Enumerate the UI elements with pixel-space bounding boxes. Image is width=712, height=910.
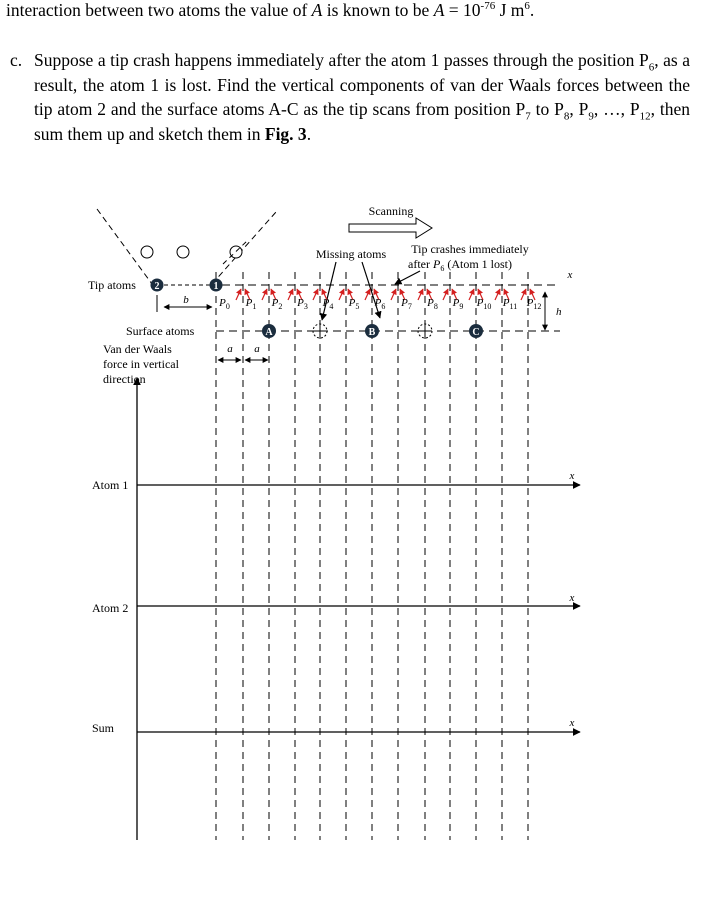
position-labels	[218, 297, 541, 311]
row-atom1-label: Atom 1	[92, 478, 129, 492]
force-arrow	[443, 289, 448, 300]
tip-atoms-label: Tip atoms	[88, 278, 136, 292]
svg-text:1: 1	[213, 281, 219, 292]
svg-text:B: B	[368, 327, 376, 338]
tip-crash-label-2: after $P_6$ (Atom 1 lost)	[408, 257, 512, 273]
vdw-label-2: force in vertical	[103, 357, 179, 371]
position-label-3: $P_3$	[297, 297, 308, 311]
scan-position-lines	[213, 272, 528, 840]
force-arrow	[521, 289, 526, 300]
scanning-arrow	[349, 218, 432, 238]
force-arrow	[391, 289, 396, 300]
scanning-label: Scanning	[368, 204, 414, 218]
svg-text:h: h	[556, 306, 562, 318]
force-arrow	[365, 289, 370, 300]
position-label-4: $P_4$	[322, 297, 334, 311]
force-arrow	[288, 289, 293, 300]
position-label-10: $P_{10}$	[476, 297, 492, 311]
vdw-label-3: direction	[103, 372, 146, 386]
position-label-12: $P_{12}$	[526, 297, 542, 311]
force-arrow	[469, 289, 474, 300]
svg-text:2: 2	[154, 281, 160, 292]
position-label-9: $P_9$	[452, 297, 464, 311]
missing-atoms-label: Missing atoms	[315, 247, 387, 261]
question-text: Suppose a tip crash happens immediately after the atom 1 passes through the position $P_6$, as a result, the atom 1 is lost. Find the vertical components of van der Waals forces between the tip atom 2 and the surface atoms A-C as the tip scans from position $P_7$ to $P_8$, $P_9$, …, $P_{12}$, then sum them up and sketch them in Fig. 3.	[34, 50, 690, 144]
force-arrows	[236, 289, 535, 300]
force-arrow	[313, 289, 318, 300]
position-label-0: $P_0$	[219, 297, 230, 311]
position-label-1: $P_1$	[245, 297, 257, 311]
position-label-11: $P_{11}$	[502, 297, 518, 311]
svg-text:b: b	[183, 294, 189, 306]
intro-line: interaction between two atoms the value of A is known to be $A = 10^{-76}$ J $m^6$.	[6, 0, 535, 20]
force-arrow	[236, 289, 241, 300]
surface-atoms-label: Surface atoms	[126, 324, 195, 338]
position-label-2: $P_2$	[271, 297, 283, 311]
row-atom2-label: Atom 2	[92, 601, 129, 615]
svg-text:x: x	[567, 269, 573, 281]
force-arrow	[495, 289, 500, 300]
svg-text:x: x	[569, 470, 575, 482]
vdw-label-1: Van der Waals	[103, 342, 172, 356]
row-sum-label: Sum	[92, 721, 115, 735]
svg-text:A: A	[265, 327, 273, 338]
question-label: c.	[10, 50, 23, 70]
position-label-5: $P_5$	[348, 297, 360, 311]
position-label-8: $P_8$	[427, 297, 438, 311]
svg-text:C: C	[472, 327, 480, 338]
svg-text:a: a	[254, 343, 260, 355]
svg-text:x: x	[569, 592, 575, 604]
tip-crash-label-1: Tip crashes immediately	[411, 242, 529, 256]
force-arrow	[418, 289, 423, 300]
svg-text:x: x	[569, 717, 575, 729]
position-label-7: $P_7$	[401, 297, 412, 311]
position-label-6: $P_6$	[374, 297, 386, 311]
force-arrow	[339, 289, 344, 300]
force-arrow	[262, 289, 267, 300]
svg-text:a: a	[227, 343, 233, 355]
